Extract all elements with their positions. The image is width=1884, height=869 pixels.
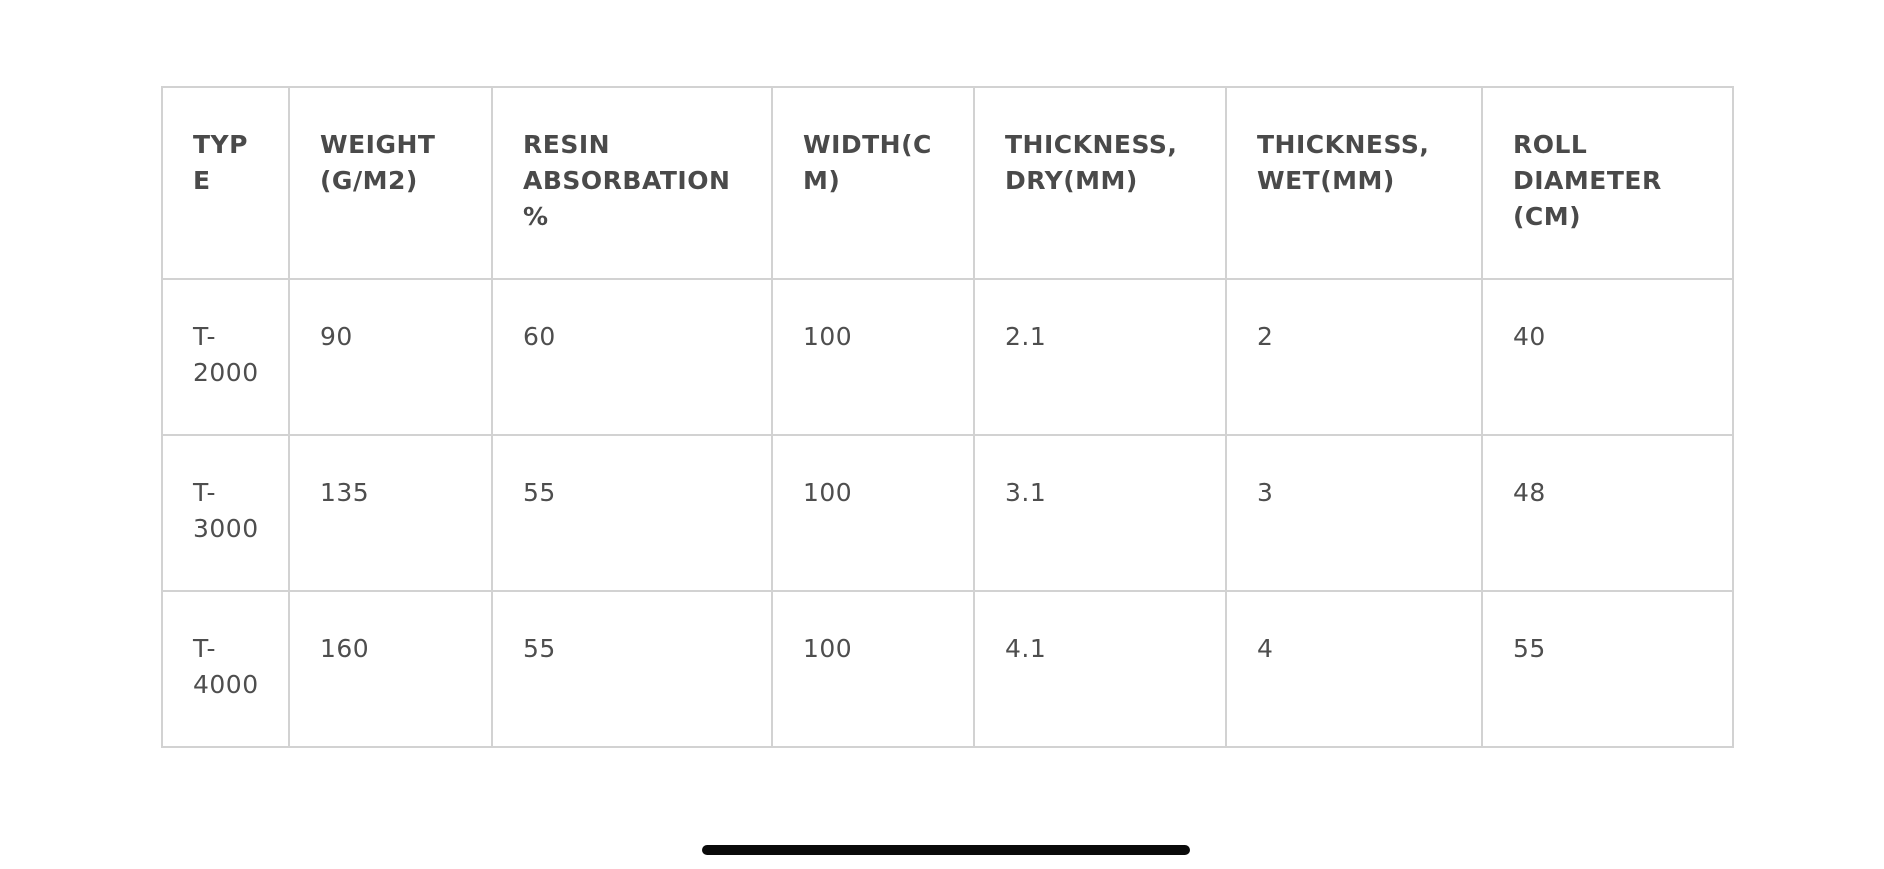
cell-resin-absorbation: 55 bbox=[492, 591, 772, 747]
cell-thickness-dry: 4.1 bbox=[974, 591, 1226, 747]
column-header-thickness-dry: THICKNESS, DRY(MM) bbox=[974, 87, 1226, 279]
home-indicator[interactable] bbox=[702, 845, 1190, 855]
cell-type: T-4000 bbox=[162, 591, 289, 747]
cell-weight: 90 bbox=[289, 279, 492, 435]
cell-thickness-wet: 3 bbox=[1226, 435, 1482, 591]
cell-weight: 135 bbox=[289, 435, 492, 591]
cell-roll-diameter: 48 bbox=[1482, 435, 1733, 591]
cell-width: 100 bbox=[772, 591, 974, 747]
column-header-weight: WEIGHT (G/M2) bbox=[289, 87, 492, 279]
cell-type: T-2000 bbox=[162, 279, 289, 435]
cell-thickness-wet: 4 bbox=[1226, 591, 1482, 747]
table-row bbox=[162, 591, 1733, 747]
cell-resin-absorbation: 60 bbox=[492, 279, 772, 435]
cell-width: 100 bbox=[772, 435, 974, 591]
cell-resin-absorbation: 55 bbox=[492, 435, 772, 591]
table-row bbox=[162, 435, 1733, 591]
cell-roll-diameter: 55 bbox=[1482, 591, 1733, 747]
product-spec-table bbox=[161, 86, 1734, 748]
column-header-resin-absorbation: RESIN ABSORBATION% bbox=[492, 87, 772, 279]
column-header-thickness-wet: THICKNESS, WET(MM) bbox=[1226, 87, 1482, 279]
cell-thickness-wet: 2 bbox=[1226, 279, 1482, 435]
cell-thickness-dry: 3.1 bbox=[974, 435, 1226, 591]
cell-type: T-3000 bbox=[162, 435, 289, 591]
cell-weight: 160 bbox=[289, 591, 492, 747]
cell-thickness-dry: 2.1 bbox=[974, 279, 1226, 435]
column-header-roll-diameter: ROLL DIAMETER (CM) bbox=[1482, 87, 1733, 279]
table-header-row bbox=[162, 87, 1733, 279]
cell-roll-diameter: 40 bbox=[1482, 279, 1733, 435]
cell-width: 100 bbox=[772, 279, 974, 435]
table-row bbox=[162, 279, 1733, 435]
column-header-width: WIDTH(CM) bbox=[772, 87, 974, 279]
column-header-type: TYPE bbox=[162, 87, 289, 279]
